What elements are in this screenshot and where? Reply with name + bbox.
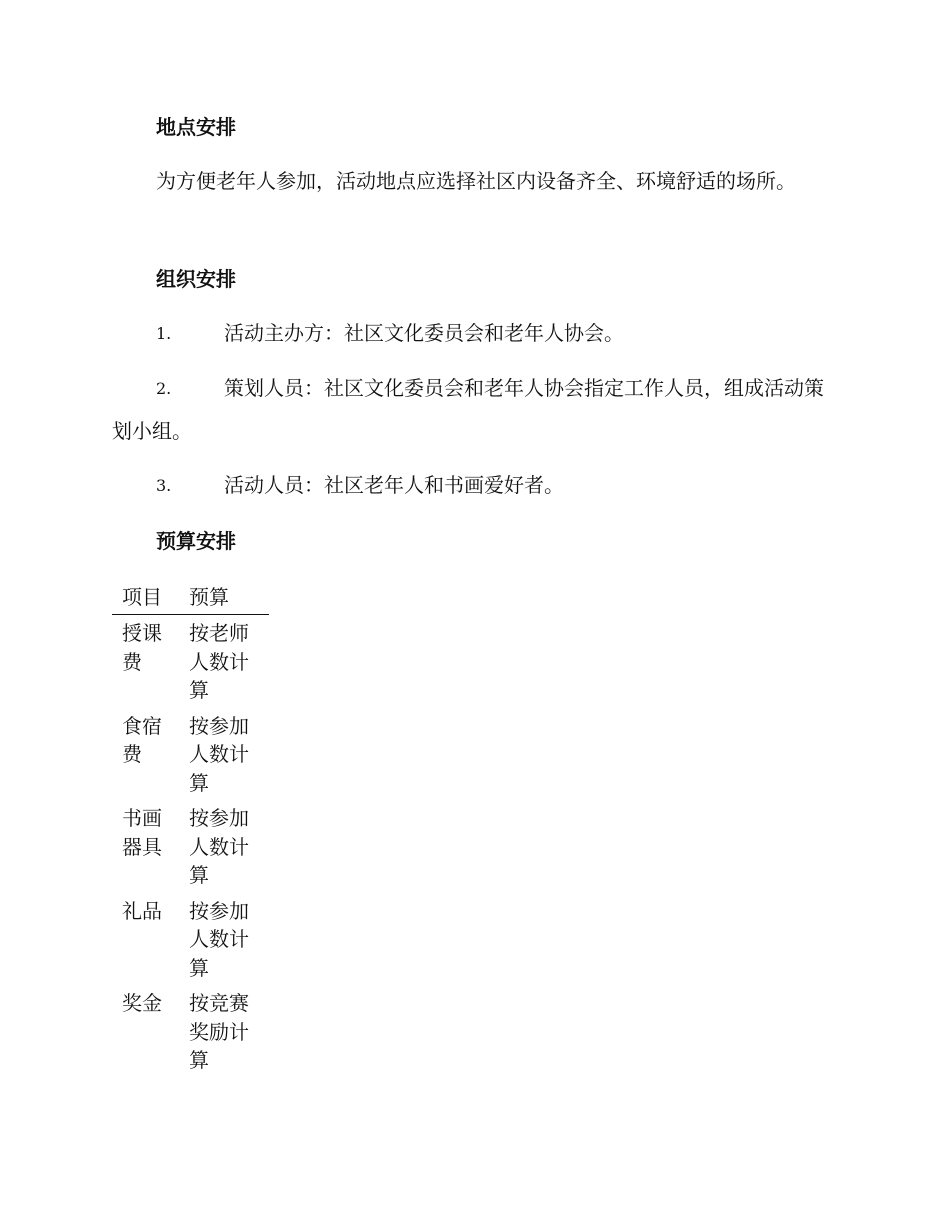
table-cell: 按参加人数计算 xyxy=(189,806,249,887)
list-item xyxy=(112,464,842,507)
list-item xyxy=(112,367,842,453)
list-number: 1. xyxy=(156,324,172,343)
document-page xyxy=(112,0,842,1230)
table-cell: 按老师人数计算 xyxy=(189,621,249,702)
location-heading: 地点安排 xyxy=(156,115,236,139)
list-text: 活动人员：社区老年人和书画爱好者。 xyxy=(224,473,564,497)
table-cell: 食宿费 xyxy=(122,713,162,766)
table-row xyxy=(112,893,269,986)
table-cell: 按竞赛奖励计算 xyxy=(189,991,249,1072)
column-header-budget: 预算 xyxy=(179,580,269,615)
location-paragraph: 为方便老年人参加，活动地点应选择社区内设备齐全、环境舒适的场所。 xyxy=(156,169,796,193)
table-cell: 按参加人数计算 xyxy=(189,898,249,980)
list-item xyxy=(112,312,842,355)
organization-heading: 组织安排 xyxy=(156,267,236,291)
budget-table xyxy=(112,580,269,1078)
table-header-row xyxy=(112,580,269,615)
table-row xyxy=(112,615,269,708)
table-row xyxy=(112,985,269,1078)
table-cell: 礼品 xyxy=(122,898,162,923)
table-cell: 授课费 xyxy=(122,621,162,674)
table-cell: 书画器具 xyxy=(122,806,162,859)
table-row xyxy=(112,708,269,801)
list-number: 2. xyxy=(156,379,172,398)
column-header-item: 项目 xyxy=(112,580,179,615)
table-row xyxy=(112,800,269,893)
budget-heading: 预算安排 xyxy=(156,529,236,553)
list-number: 3. xyxy=(156,476,172,495)
table-cell: 奖金 xyxy=(122,991,162,1015)
list-text: 活动主办方：社区文化委员会和老年人协会。 xyxy=(224,321,624,345)
table-cell: 按参加人数计算 xyxy=(189,713,249,795)
list-text: 策划人员：社区文化委员会和老年人协会指定工作人员，组成活动策划小组。 xyxy=(112,376,824,443)
